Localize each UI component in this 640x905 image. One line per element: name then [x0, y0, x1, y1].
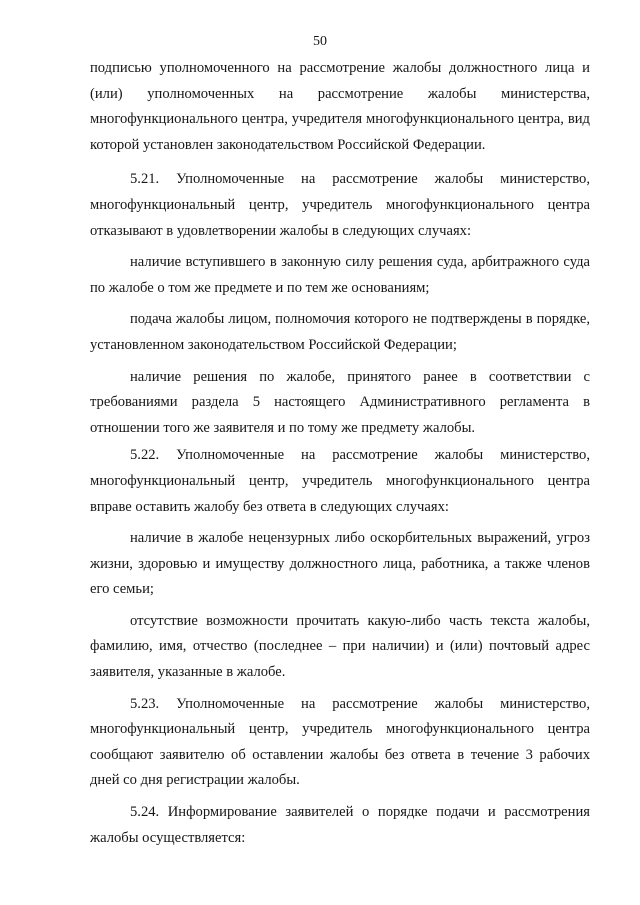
paragraph-unauthorized-person: подача жалобы лицом, полномочия которого не подтверждены в порядке, установленном законодательством Российской Федерации; — [90, 311, 590, 353]
paragraph-5-23: 5.23. Уполномоченные на рассмотрение жалобы министерство, многофункциональный центр, учредитель многофункционального центра сообщают заявителю об оставлении жалобы без ответа в течение 3 рабочих дней со дня регистрации жалобы. — [90, 695, 590, 789]
page-number: 50 — [313, 34, 327, 49]
paragraph-obscene-language: наличие в жалобе нецензурных либо оскорбительных выражений, угроз жизни, здоровью и имуществу должностного лица, работника, а также членов его семьи; — [90, 530, 590, 598]
paragraph-previous-decision: наличие решения по жалобе, принятого ранее в соответствии с требованиями раздела 5 настоящего Административного регламента в отношении того же заявителя и по тому же предмету жалобы. — [90, 368, 590, 436]
document-body — [90, 56, 590, 851]
paragraph-5-21: 5.21. Уполномоченные на рассмотрение жалобы министерство, многофункциональный центр, учредитель многофункционального центра отказывают в удовлетворении жалобы в следующих случаях: — [90, 171, 590, 239]
paragraph-unreadable-text: отсутствие возможности прочитать какую-либо часть текста жалобы, фамилию, имя, отчество (последнее – при наличии) и (или) почтовый адрес заявителя, указанные в жалобе. — [90, 612, 590, 681]
paragraph-court-decision: наличие вступившего в законную силу решения суда, арбитражного суда по жалобе о том же предмете и по тем же основаниям; — [90, 254, 590, 296]
paragraph-5-22: 5.22. Уполномоченные на рассмотрение жалобы министерство, многофункциональный центр, учредитель многофункционального центра вправе оставить жалобу без ответа в следующих случаях: — [90, 447, 590, 515]
paragraph-5-24: 5.24. Информирование заявителей о порядке подачи и рассмотрения жалобы осуществляется: — [90, 804, 590, 846]
paragraph-continuation: подписью уполномоченного на рассмотрение жалобы должностного лица и (или) уполномоченных на рассмотрение жалобы министерства, многофункционального центра, учредителя многофункционального центра, вид которой установлен законодательством Российской Федерации. — [90, 60, 590, 153]
